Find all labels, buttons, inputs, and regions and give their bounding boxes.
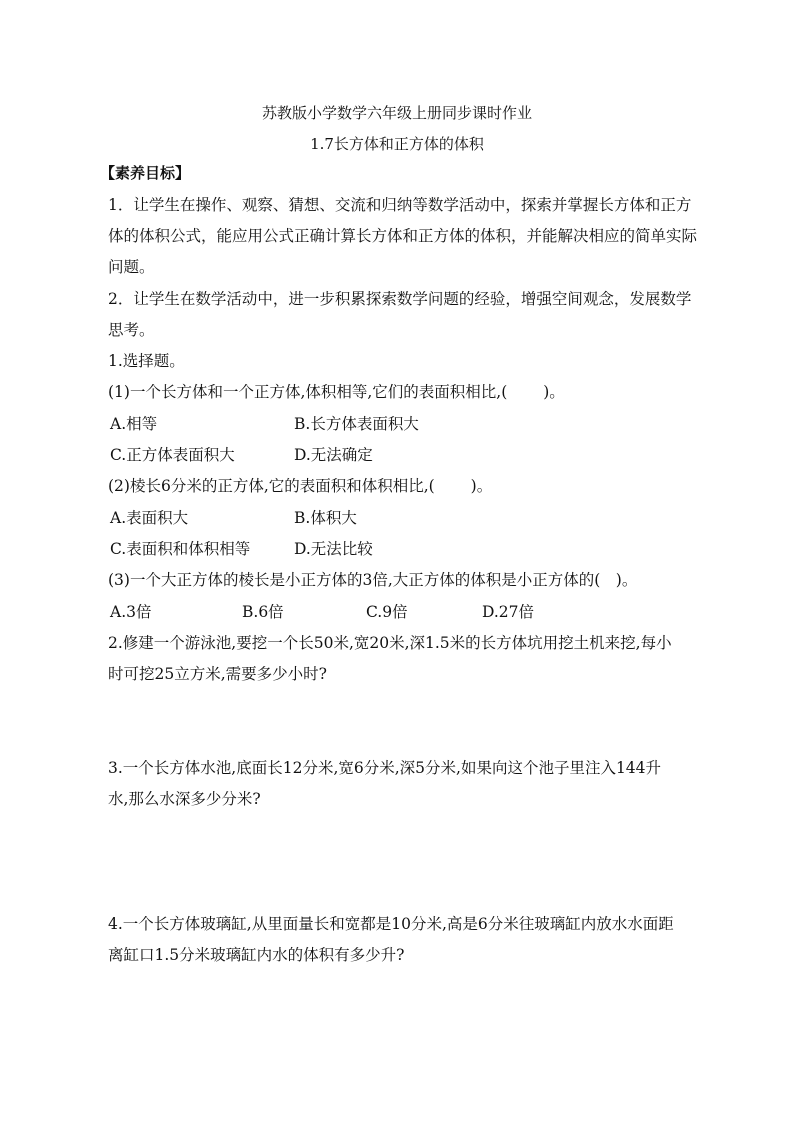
lesson-title: 1.7长方体和正方体的体积 [310,135,484,153]
question-2-stem: (2)棱长6分米的正方体,它的表面积和体积相比,( )。 [108,477,493,495]
question-2-option-d: D.无法比较 [294,540,373,558]
question-1-option-d: D.无法确定 [294,446,373,464]
question-3-option-a: A.3倍 [110,603,152,621]
goals-heading: 【素养目标】 [100,164,191,182]
goal-2-line-1: 2．让学生在数学活动中，进一步积累探索数学问题的经验，增强空间观念，发展数学 [108,290,692,308]
problem-2-line-2: 时可挖25立方米,需要多少小时? [108,665,327,683]
question-2-option-a: A.表面积大 [110,509,189,527]
problem-2-line-1: 2.修建一个游泳池,要挖一个长50米,宽20米,深1.5米的长方体坑用挖土机来挖,每小 [108,634,672,652]
goal-1-line-3: 问题。 [108,258,155,276]
document-title: 苏教版小学数学六年级上册同步课时作业 [261,104,532,122]
problem-3-line-2: 水,那么水深多少分米? [108,790,261,808]
question-3-option-d: D.27倍 [482,603,535,621]
question-1-option-c: C.正方体表面积大 [110,446,235,464]
question-2-option-b: B.体积大 [294,509,357,527]
section-1-title: 1.选择题。 [108,352,185,370]
problem-3-line-1: 3.一个长方体水池,底面长12分米,宽6分米,深5分米,如果向这个池子里注入144升 [108,759,662,777]
goal-1-line-2: 体的体积公式，能应用公式正确计算长方体和正方体的体积，并能解决相应的简单实际 [108,227,698,245]
problem-4-line-1: 4.一个长方体玻璃缸,从里面量长和宽都是10分米,高是6分米往玻璃缸内放水水面距 [108,915,674,933]
question-3-option-c: C.9倍 [366,603,408,621]
question-3-stem: (3)一个大正方体的棱长是小正方体的3倍,大正方体的体积是小正方体的( )。 [108,571,638,589]
problem-4-line-2: 离缸口1.5分米玻璃缸内水的体积有多少升? [108,946,405,964]
goal-2-line-2: 思考。 [108,321,155,339]
question-2-option-c: C.表面积和体积相等 [110,540,251,558]
question-1-stem: (1)一个长方体和一个正方体,体积相等,它们的表面积相比,( )。 [108,383,565,401]
question-3-option-b: B.6倍 [242,603,284,621]
question-1-option-a: A.相等 [110,415,158,433]
goal-1-line-1: 1．让学生在操作、观察、猜想、交流和归纳等数学活动中，探索并掌握长方体和正方 [108,196,692,214]
question-1-option-b: B.长方体表面积大 [294,415,419,433]
